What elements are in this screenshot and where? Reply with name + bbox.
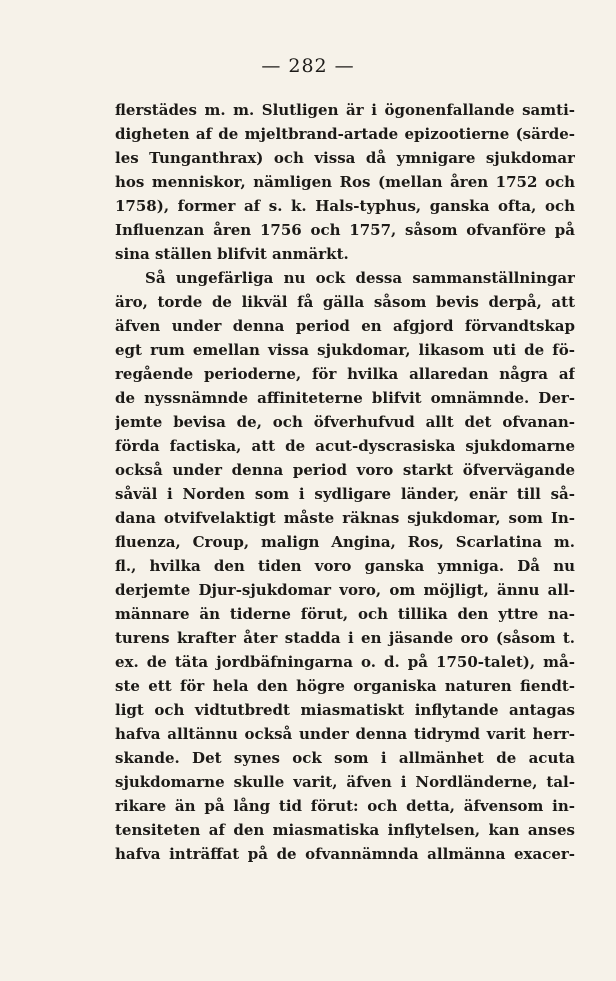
text-line: rikare än på lång tid förut: och detta, äfvensom in- <box>115 797 575 815</box>
text-line: Så ungefärliga nu ock dessa sammanställningar <box>145 269 575 287</box>
body-text <box>115 98 575 866</box>
text-line: såväl i Norden som i sydligare länder, enär till så- <box>115 485 575 503</box>
text-line: turens krafter åter stadda i en jäsande oro (såsom t. <box>115 629 575 647</box>
text-line: les Tunganthrax) och vissa då ymnigare sjukdomar <box>115 149 575 167</box>
text-line: skande. Det synes ock som i allmänhet de acuta <box>115 749 575 767</box>
text-line: ligt och vidtutbredt miasmatiskt inflytande antagas <box>115 701 575 719</box>
text-line: flerstädes m. m. Slutligen är i ögonenfallande samti- <box>115 101 575 119</box>
text-line: männare än tiderne förut, och tillika den yttre na- <box>115 605 575 623</box>
text-line: förda factiska, att de acut-dyscrasiska sjukdomarne <box>115 437 575 455</box>
text-line: hafva alltännu också under denna tidrymd varit herr- <box>115 725 575 743</box>
text-line: ex. de täta jordbäfningarna o. d. på 1750-talet), må- <box>115 653 575 671</box>
text-line: regående perioderne, för hvilka allaredan några af <box>115 365 575 383</box>
text-line: tensiteten af den miasmatiska inflytelsen, kan anses <box>115 821 575 839</box>
text-line: dana otvifvelaktigt måste räknas sjukdomar, som In- <box>115 509 575 527</box>
page-number: — 282 — <box>261 55 355 77</box>
text-line: Influenzan åren 1756 och 1757, såsom ofvanföre på <box>115 221 575 239</box>
text-line: sjukdomarne skulle varit, äfven i Nordländerne, tal- <box>115 773 575 791</box>
text-line: fl., hvilka den tiden voro ganska ymniga. Då nu <box>115 557 575 575</box>
text-line: sina ställen blifvit anmärkt. <box>115 245 349 263</box>
text-line: derjemte Djur-sjukdomar voro, om möjligt, ännu all- <box>115 581 575 599</box>
text-line: också under denna period voro starkt öfvervägande <box>115 461 575 479</box>
text-line: fluenza, Croup, malign Angina, Ros, Scarlatina m. <box>115 533 575 551</box>
text-line: digheten af de mjeltbrand-artade epizootierne (särde- <box>115 125 575 143</box>
text-line: hos menniskor, nämligen Ros (mellan åren 1752 och <box>115 173 575 191</box>
text-line: ste ett för hela den högre organiska naturen fiendt- <box>115 677 575 695</box>
text-line: de nyssnämnde affiniteterne blifvit omnämnde. Der- <box>115 389 575 407</box>
text-line: egt rum emellan vissa sjukdomar, likasom uti de fö- <box>115 341 575 359</box>
text-line: äfven under denna period en afgjord förvandtskap <box>115 317 575 335</box>
text-line: jemte bevisa de, och öfverhufvud allt det ofvanan- <box>115 413 575 431</box>
text-line: hafva inträffat på de ofvannämnda allmänna exacer- <box>115 845 575 863</box>
text-line: 1758), former af s. k. Hals-typhus, ganska ofta, och <box>115 197 575 215</box>
text-line: äro, torde de likväl få gälla såsom bevis derpå, att <box>115 293 575 311</box>
